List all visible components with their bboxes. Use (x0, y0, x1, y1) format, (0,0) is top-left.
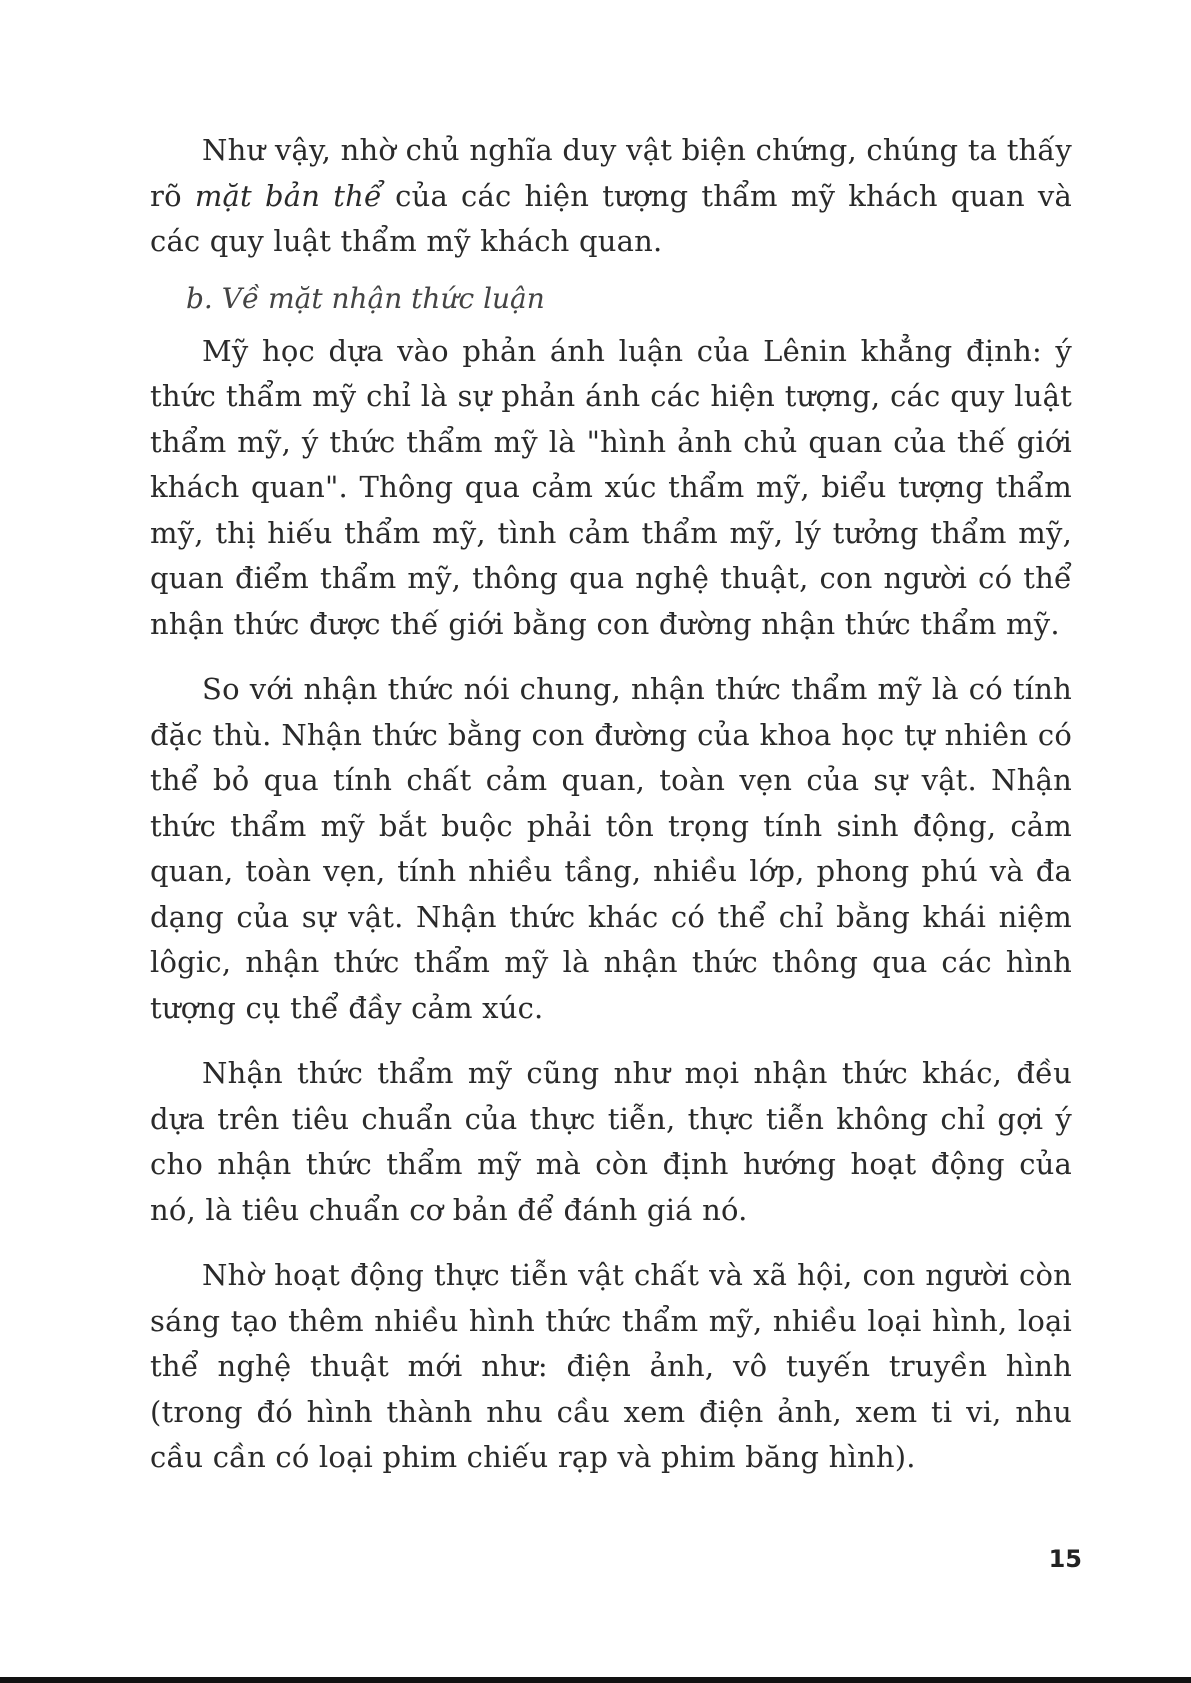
paragraph-3: So với nhận thức nói chung, nhận thức thẩm mỹ là có tính đặc thù. Nhận thức bằng con đường của khoa học tự nhiên có thể bỏ qua tính chất cảm quan, toàn vẹn của sự vật. Nhận thức thẩm mỹ bắt buộc phải tôn trọng tính sinh động, cảm quan, toàn vẹn, tính nhiều tầng, nhiều lớp, phong phú và đa dạng của sự vật. Nhận thức khác có thể chỉ bằng khái niệm lôgic, nhận thức thẩm mỹ là nhận thức thông qua các hình tượng cụ thể đầy cảm xúc. (150, 672, 1072, 1025)
paragraph-2: Mỹ học dựa vào phản ánh luận của Lênin khẳng định: ý thức thẩm mỹ chỉ là sự phản ánh các hiện tượng, các quy luật thẩm mỹ, ý thức thẩm mỹ là "hình ảnh chủ quan của thế giới khách quan". Thông qua cảm xúc thẩm mỹ, biểu tượng thẩm mỹ, thị hiếu thẩm mỹ, tình cảm thẩm mỹ, lý tưởng thẩm mỹ, quan điểm thẩm mỹ, thông qua nghệ thuật, con người có thể nhận thức được thế giới bằng con đường nhận thức thẩm mỹ. (150, 333, 1072, 641)
page-number: 15 (1048, 1545, 1082, 1573)
bottom-border (0, 1677, 1191, 1683)
section-heading: b. Về mặt nhận thức luận (186, 281, 545, 315)
paragraph-1: Như vậy, nhờ chủ nghĩa duy vật biện chứng, chúng ta thấy rõ mặt bản thể của các hiện tượng thẩm mỹ khách quan và các quy luật thẩm mỹ khách quan. (150, 133, 1073, 258)
paragraph-4: Nhận thức thẩm mỹ cũng như mọi nhận thức khác, đều dựa trên tiêu chuẩn của thực tiễn, thực tiễn không chỉ gợi ý cho nhận thức thẩm mỹ mà còn định hướng hoạt động của nó, là tiêu chuẩn cơ bản để đánh giá nó. (150, 1056, 1072, 1227)
paragraph-5: Nhờ hoạt động thực tiễn vật chất và xã hội, con người còn sáng tạo thêm nhiều hình thức thẩm mỹ, nhiều loại hình, loại thể nghệ thuật mới như: điện ảnh, vô tuyến truyền hình (trong đó hình thành nhu cầu xem điện ảnh, xem ti vi, nhu cầu cần có loại phim chiếu rạp và phim băng hình). (150, 1258, 1072, 1474)
emphasis-text: mặt bản thể (194, 178, 383, 213)
page-body (150, 128, 1072, 1481)
